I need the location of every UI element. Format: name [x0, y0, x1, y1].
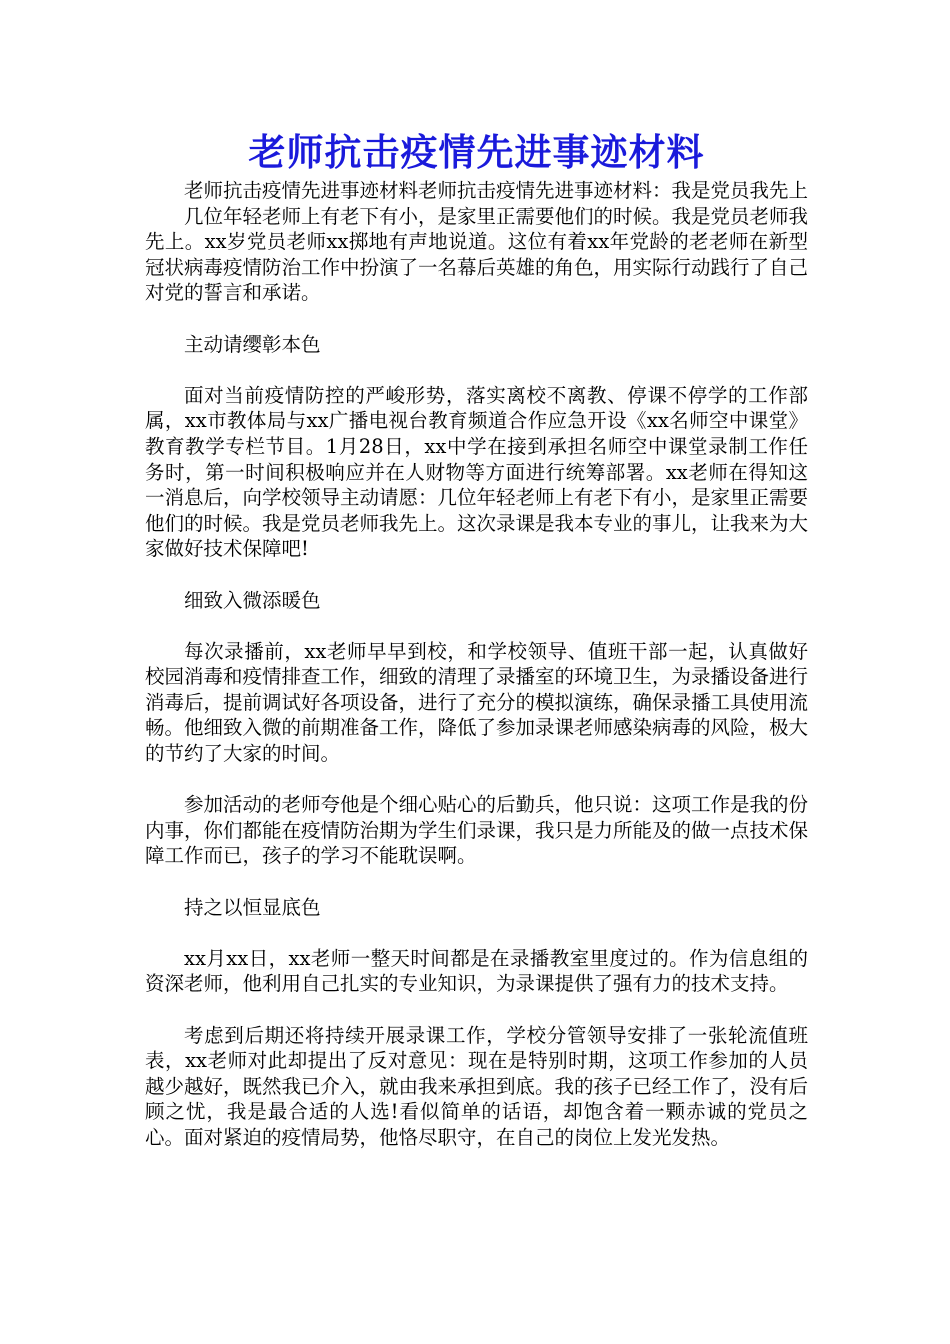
- intro-paragraph: 老师抗击疫情先进事迹材料老师抗击疫情先进事迹材料：我是党员我先上: [184, 179, 809, 202]
- paragraph-3: 每次录播前，xx老师早早到校，和学校领导、值班干部一起，认真做好校园消毒和疫情排查工作，细致的清理了录播室的环境卫生，为录播设备进行消毒后，提前调试好各项设备，进行了充分的模拟演练，确保录播工具使用流畅。他细致入微的前期准备工作，降低了参加录课老师感染病毒的风险，极大的节约了大家的时间。: [145, 639, 809, 766]
- paragraph-2: 面对当前疫情防控的严峻形势，落实离校不离教、停课不停学的工作部属，xx市教体局与xx广播电视台教育频道合作应急开设《xx名师空中课堂》教育教学专栏节目。1月28日，xx中学在接到承担名师空中课堂录制工作任务时，第一时间积极响应并在人财物等方面进行统筹部署。xx老师在得知这一消息后，向学校领导主动请愿：几位年轻老师上有老下有小，是家里正需要他们的时候。我是党员老师我先上。这次录课是我本专业的事儿，让我来为大家做好技术保障吧!: [145, 383, 809, 561]
- section-heading-3: 持之以恒显底色: [184, 895, 321, 919]
- section-heading-2: 细致入微添暖色: [184, 588, 321, 612]
- section-heading-1: 主动请缨彰本色: [184, 332, 321, 356]
- document-title: 老师抗击疫情先进事迹材料: [248, 130, 705, 174]
- paragraph-4: 参加活动的老师夸他是个细心贴心的后勤兵，他只说：这项工作是我的份内事，你们都能在疫情防治期为学生们录课，我只是力所能及的做一点技术保障工作而已，孩子的学习不能耽误啊。: [145, 793, 809, 868]
- paragraph-6: 考虑到后期还将持续开展录课工作，学校分管领导安排了一张轮流值班表，xx老师对此却提出了反对意见：现在是特别时期，这项工作参加的人员越少越好，既然我已介入，就由我来承担到底。我的孩子已经工作了，没有后顾之忧，我是最合适的人选!看似简单的话语，却饱含着一颗赤诚的党员之心。面对紧迫的疫情局势，他恪尽职守，在自己的岗位上发光发热。: [145, 1023, 809, 1149]
- paragraph-1: 几位年轻老师上有老下有小，是家里正需要他们的时候。我是党员老师我先上。xx岁党员老师xx掷地有声地说道。这位有着xx年党龄的老老师在新型冠状病毒疫情防治工作中扮演了一名幕后英雄的角色，用实际行动践行了自己对党的誓言和承诺。: [145, 204, 809, 305]
- document-page: [145, 124, 808, 1151]
- paragraph-5: xx月xx日，xx老师一整天时间都是在录播教室里度过的。作为信息组的资深老师，他利用自己扎实的专业知识，为录课提供了强有力的技术支持。: [145, 946, 808, 996]
